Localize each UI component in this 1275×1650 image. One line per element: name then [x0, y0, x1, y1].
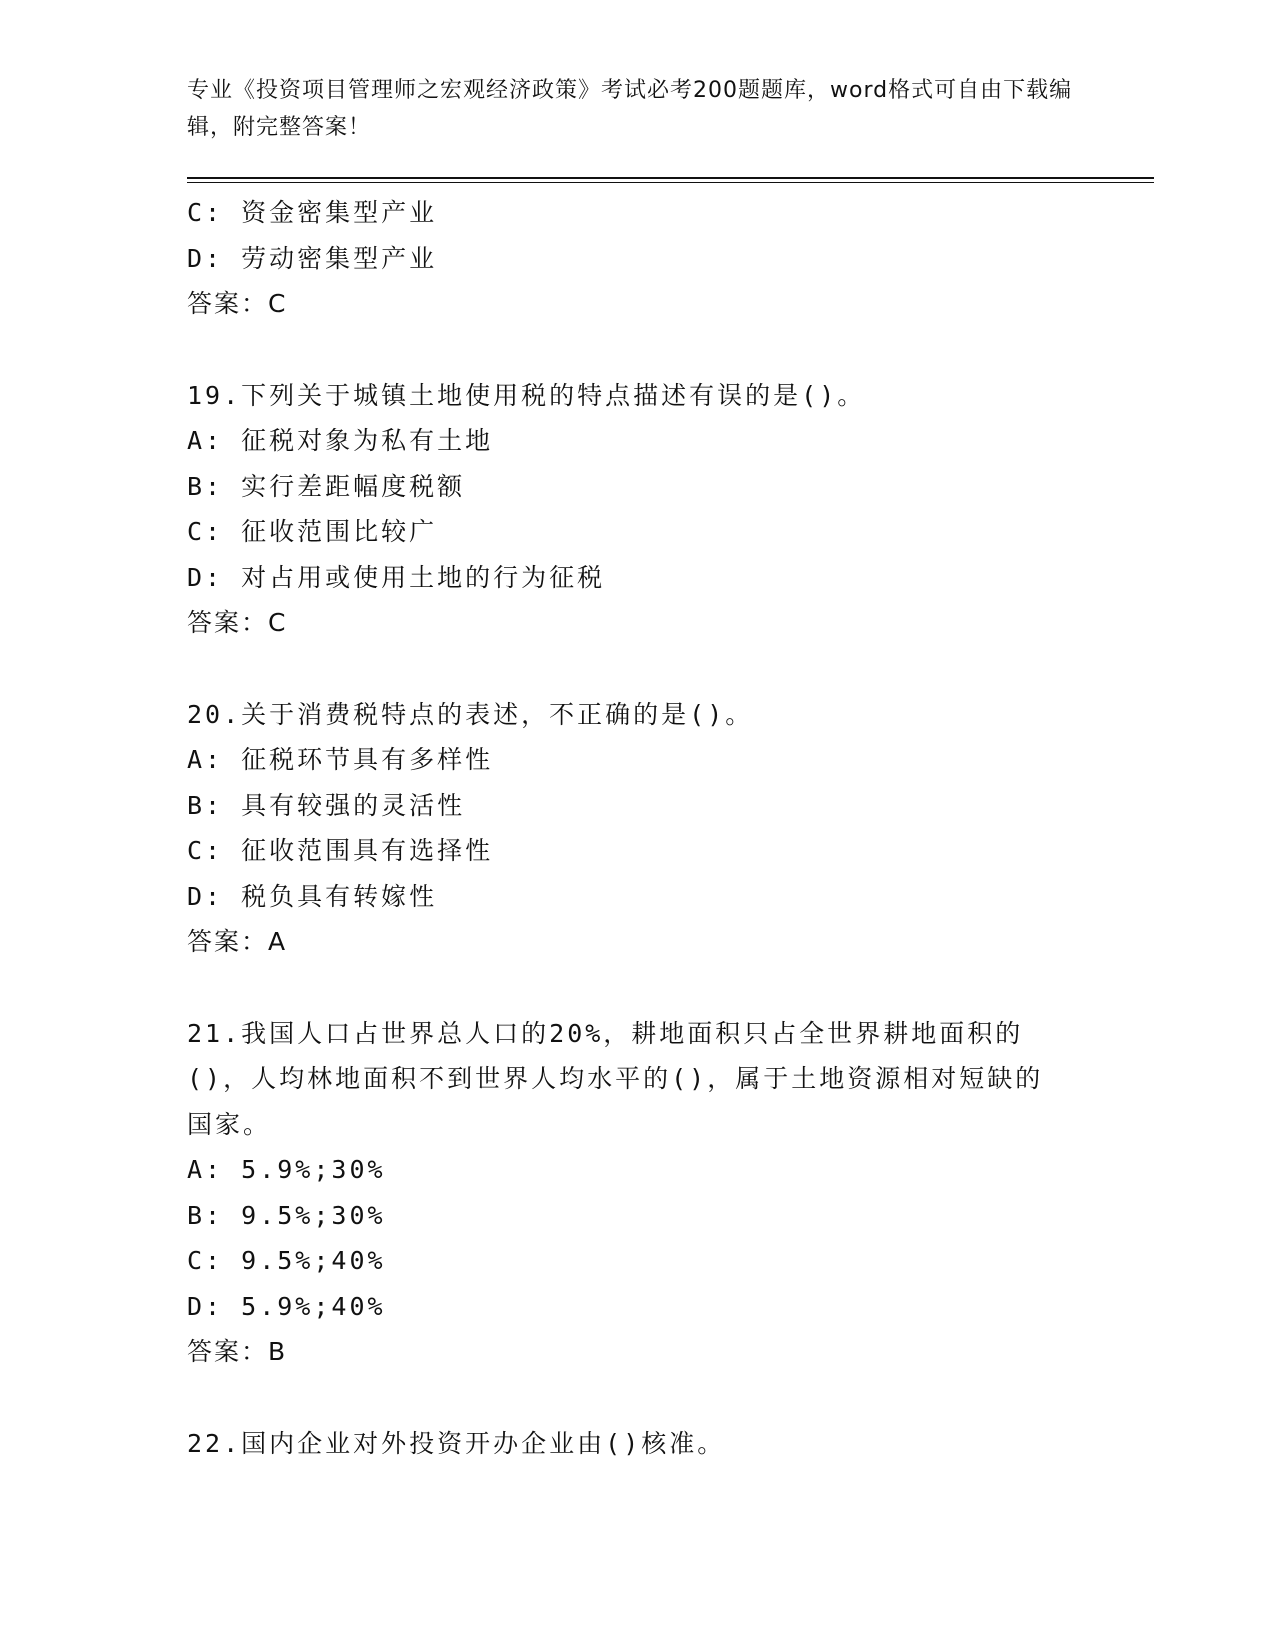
option-b: B: 9.5%;30% — [187, 1200, 386, 1230]
question-stem: 21.我国人口占世界总人口的20%，耕地面积只占全世界耕地面积的()，人均林地面积不到世界人均水平的()，属于土地资源相对短缺的国家。 — [187, 1018, 1044, 1139]
question-19 — [187, 373, 1087, 646]
option-d: D: 劳动密集型产业 — [187, 243, 438, 273]
document-header: 专业《投资项目管理师之宏观经济政策》考试必考200题题库，word格式可自由下载编辑，附完整答案！ — [187, 78, 1073, 140]
option-a: A: 征税对象为私有土地 — [187, 426, 494, 455]
question-21 — [187, 1011, 1087, 1375]
answer: 答案：B — [187, 1337, 288, 1366]
option-c: C: 资金密集型产业 — [187, 198, 438, 227]
option-c: C: 9.5%;40% — [187, 1246, 386, 1275]
prev-question — [187, 190, 1087, 327]
answer: 答案：C — [187, 608, 288, 637]
option-c: C: 征收范围比较广 — [187, 517, 438, 546]
option-b: B: 实行差距幅度税额 — [187, 471, 466, 501]
question-20 — [187, 692, 1087, 965]
question-list — [187, 190, 1087, 1466]
option-a: A: 5.9%;30% — [187, 1155, 386, 1184]
option-d: D: 5.9%;40% — [187, 1291, 386, 1321]
header-divider — [187, 177, 1154, 179]
option-d: D: 税负具有转嫁性 — [187, 881, 438, 911]
option-a: A: 征税环节具有多样性 — [187, 745, 494, 774]
answer: 答案：A — [187, 927, 288, 956]
option-d: D: 对占用或使用土地的行为征税 — [187, 562, 606, 592]
question-stem: 20.关于消费税特点的表述，不正确的是()。 — [187, 699, 754, 729]
question-stem: 19.下列关于城镇土地使用税的特点描述有误的是()。 — [187, 380, 866, 410]
question-22 — [187, 1421, 1087, 1467]
question-stem: 22.国内企业对外投资开办企业由()核准。 — [187, 1428, 726, 1458]
header-divider-thin — [187, 182, 1154, 183]
option-b: B: 具有较强的灵活性 — [187, 790, 466, 820]
option-c: C: 征收范围具有选择性 — [187, 836, 494, 865]
answer: 答案：C — [187, 289, 288, 318]
